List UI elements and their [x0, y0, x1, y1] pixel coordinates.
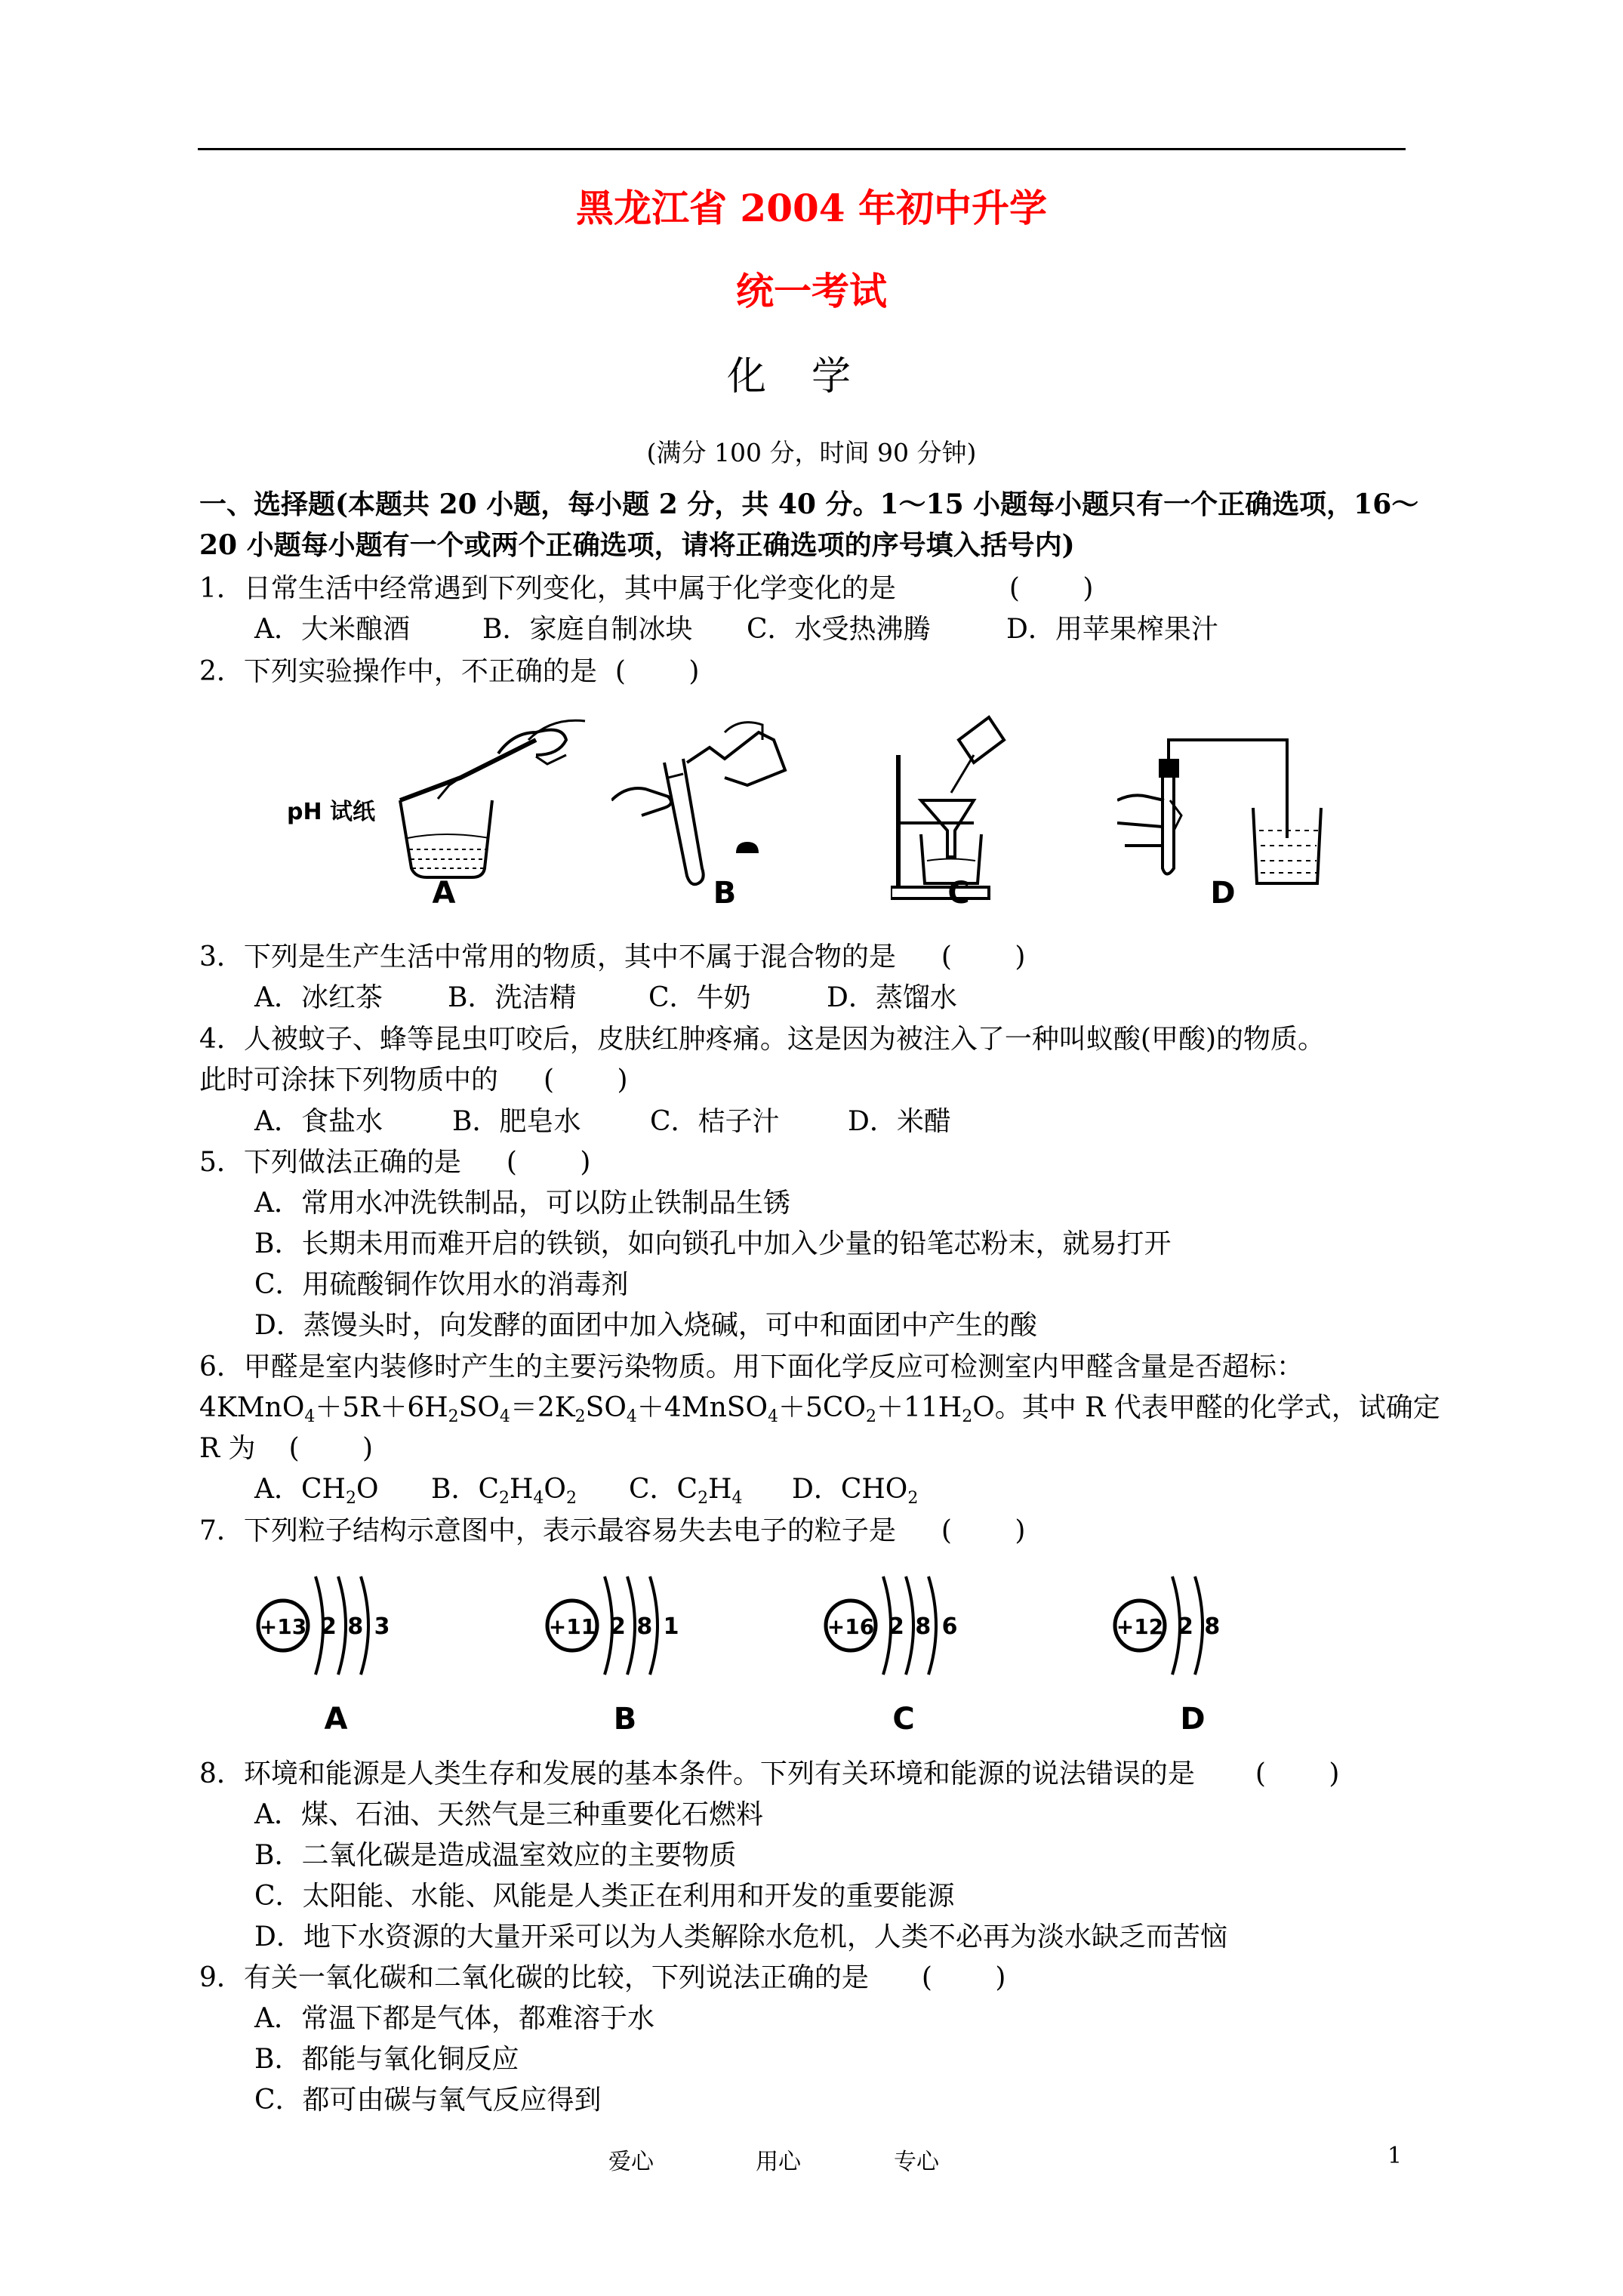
question-stem: 3．下列是生产生活中常用的物质，其中不属于混合物的是	[199, 942, 896, 972]
particle-label: C	[892, 1702, 915, 1735]
answer-bracket: ( )	[544, 1065, 628, 1096]
answer-bracket: ( )	[941, 1515, 1026, 1546]
figure-pour-liquid	[611, 717, 800, 891]
question-5	[199, 1146, 590, 1179]
question-8-option-a: A．煤、石油、天然气是三种重要化石燃料	[254, 1799, 763, 1830]
question-8-option-c: C．太阳能、水能、风能是人类正在利用和开发的重要能源	[254, 1881, 955, 1912]
nucleus-charge: +13	[259, 1614, 307, 1639]
option-d: D．用苹果榨果汁	[1006, 614, 1218, 645]
question-6-options	[254, 1473, 918, 1506]
option-b: B．家庭自制冰块	[482, 614, 693, 645]
answer-bracket: ( )	[1255, 1758, 1340, 1789]
figure-label-d: D	[1210, 876, 1236, 911]
answer-bracket: ( )	[1009, 573, 1094, 604]
question-5-option-b: B．长期未用而难开启的铁锁，如向锁孔中加入少量的铅笔芯粉末，就易打开	[254, 1228, 1172, 1259]
option-c: C．水受热沸腾	[747, 614, 931, 645]
question-2	[199, 655, 699, 689]
figure-airtight-check	[1117, 725, 1329, 898]
option-a: A．$CH_2O$	[254, 1474, 379, 1508]
option-a: A．大米酿酒	[254, 614, 410, 645]
question-stem: 2．下列实验操作中，不正确的是	[199, 656, 597, 687]
question-4-line1: 4．人被蚊子、蜂等昆虫叮咬后，皮肤红肿疼痛。这是因为被注入了一种叫蚁酸(甲酸)的物质。	[199, 1024, 1325, 1055]
nucleus-charge: +11	[548, 1614, 596, 1639]
footer-slogan-1: 爱心	[608, 2149, 654, 2175]
question-9-option-b: B．都能与氧化铜反应	[254, 2044, 519, 2075]
option-b: B．洗洁精	[448, 982, 577, 1013]
question-1-options	[254, 613, 1218, 646]
electron-counts: 2 8 6	[888, 1613, 959, 1640]
footer-slogan-2: 用心	[756, 2149, 801, 2175]
question-5-option-d: D．蒸馒头时，向发酵的面团中加入烧碱，可中和面团中产生的酸	[254, 1310, 1037, 1341]
electron-counts: 2 8	[1178, 1613, 1222, 1640]
question-5-option-a: A．常用水冲洗铁制品，可以防止铁制品生锈	[254, 1188, 790, 1219]
question-8	[199, 1758, 1339, 1791]
question-1	[199, 572, 1093, 606]
answer-bracket: ( )	[506, 1147, 591, 1178]
option-d: D．米醋	[848, 1106, 951, 1137]
question-stem: 7．下列粒子结构示意图中，表示最容易失去电子的粒子是	[199, 1515, 896, 1546]
footer-slogan-3: 专心	[894, 2149, 939, 2175]
exam-title-line2: 统一考试	[736, 269, 887, 313]
subject-title: 化学	[726, 354, 896, 399]
top-rule	[198, 148, 1406, 150]
question-stem: 8．环境和能源是人类生存和发展的基本条件。下列有关环境和能源的说法错误的是	[199, 1758, 1195, 1789]
option-c: C．桔子汁	[650, 1106, 780, 1137]
nucleus-charge: +16	[827, 1614, 875, 1639]
particle-diagram-b	[538, 1561, 712, 1735]
answer-bracket: ( )	[288, 1433, 374, 1464]
particle-diagram-a	[249, 1561, 423, 1735]
option-b: B．肥皂水	[452, 1106, 581, 1137]
question-stem: 5．下列做法正确的是	[199, 1147, 461, 1178]
nucleus-charge: +12	[1116, 1614, 1164, 1639]
answer-bracket: ( )	[614, 656, 700, 687]
question-9-option-a: A．常温下都是气体，都难溶于水	[254, 2003, 654, 2034]
question-9	[199, 1962, 1006, 1995]
electron-counts: 2 8 3	[321, 1613, 392, 1640]
answer-bracket: ( )	[921, 1962, 1006, 1993]
question-3-options	[254, 982, 957, 1015]
question-3	[199, 941, 1025, 974]
option-a: A．食盐水	[254, 1106, 383, 1137]
answer-bracket: ( )	[941, 942, 1026, 972]
question-5-option-c: C．用硫酸铜作饮用水的消毒剂	[254, 1269, 629, 1300]
question-4-options	[254, 1105, 951, 1139]
particle-label: A	[324, 1702, 348, 1735]
exam-title-line1: 黑龙江省 2004 年初中升学	[576, 186, 1047, 230]
question-6-line3: R 为 ( )	[199, 1433, 374, 1464]
option-a: A．冰红茶	[254, 982, 383, 1013]
question-6-line1: 6．甲醛是室内装修时产生的主要污染物质。用下面化学反应可检测室内甲醛含量是否超标：	[199, 1351, 1304, 1382]
question-7	[199, 1515, 1025, 1548]
question-stem: 此时可涂抹下列物质中的	[199, 1065, 499, 1096]
particle-diagram-c	[817, 1561, 990, 1735]
figure-label-b: B	[713, 876, 737, 911]
question-8-option-d: D．地下水资源的大量开采可以为人类解除水危机，人类不必再为淡水缺乏而苦恼	[254, 1922, 1227, 1952]
exam-note: (满分 100 分，时间 90 分钟)	[646, 438, 977, 467]
option-c: C．牛奶	[648, 982, 751, 1013]
electron-counts: 2 8 1	[610, 1613, 681, 1640]
question-6-equation: $4KMnO_4+5R+6H_2SO_4=2K_2SO_4+4MnSO_4+5CO_2+11H_2O$。其中 R 代表甲醛的化学式，试确定	[199, 1392, 1440, 1426]
question-9-option-c: C．都可由碳与氧气反应得到	[254, 2085, 602, 2116]
option-d: D．$CHO_2$	[792, 1474, 919, 1508]
particle-label: B	[613, 1702, 637, 1735]
section-heading-line2: 20 小题每小题有一个或两个正确选项，请将正确选项的序号填入括号内)	[199, 529, 1075, 561]
option-c: C．$C_2H_4$	[629, 1474, 743, 1508]
question-stem: 1．日常生活中经常遇到下列变化，其中属于化学变化的是	[199, 573, 896, 604]
particle-diagram-d	[1106, 1561, 1280, 1735]
question-4-line2	[199, 1064, 628, 1097]
question-8-option-b: B．二氧化碳是造成温室效应的主要物质	[254, 1840, 737, 1871]
particle-label: D	[1180, 1702, 1206, 1735]
ph-paper-label: pH 试纸	[287, 799, 376, 825]
section-heading-line1: 一、选择题(本题共 20 小题，每小题 2 分，共 40 分。1～15 小题每小题只有一个正确选项，16～	[199, 488, 1419, 520]
page-number: 1	[1387, 2143, 1403, 2169]
question-stem: 9．有关一氧化碳和二氧化碳的比较，下列说法正确的是	[199, 1962, 869, 1993]
option-b: B．$C_2H_4O_2$	[431, 1474, 577, 1508]
option-d: D．蒸馏水	[827, 982, 957, 1013]
figure-label-a: A	[432, 876, 456, 911]
figure-label-c: C	[947, 876, 970, 911]
